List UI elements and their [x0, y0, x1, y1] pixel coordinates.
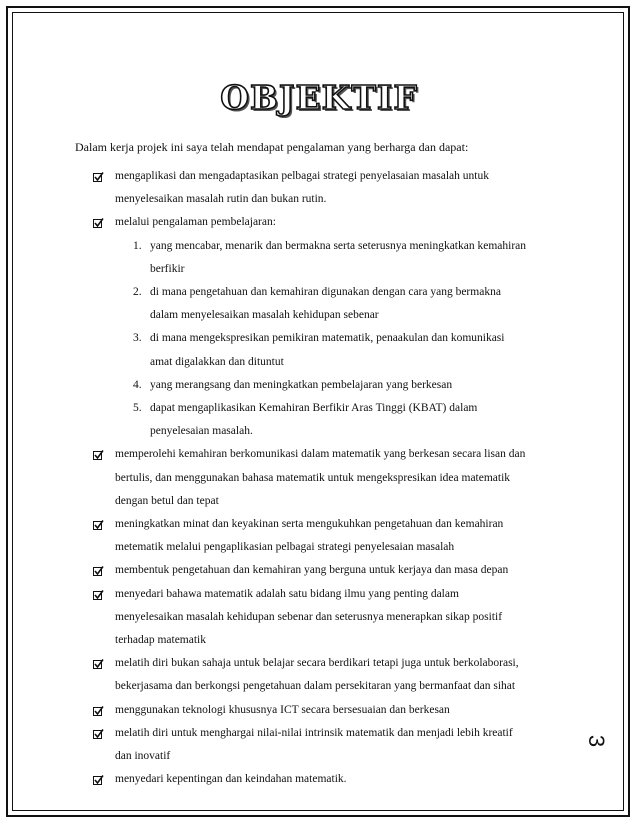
- sub-item-number: 5.: [133, 402, 142, 414]
- sub-item-line: dalam menyelesaikan masalah kehidupan sebenar: [150, 309, 379, 322]
- sub-item-line: di mana mengekspresikan pemikiran matematik, penaakulan dan komunikasi: [150, 332, 505, 345]
- objective-item-line: melatih diri bukan sahaja untuk belajar secara berdikari tetapi juga untuk berkolaborasi,: [115, 657, 519, 670]
- checkbox-checked-icon: [93, 730, 102, 739]
- page-title: OBJEKTIF: [220, 78, 418, 117]
- page-number: 3: [584, 734, 610, 748]
- checkbox-checked-icon: [93, 707, 102, 716]
- sub-item-number: 1.: [133, 239, 142, 252]
- checkbox-checked-icon: [93, 591, 102, 600]
- objective-item-line: menyedari bahawa matematik adalah satu bidang ilmu yang penting dalam: [115, 587, 459, 600]
- objective-item-line: melatih diri untuk menghargai nilai-nilai intrinsik matematik dan menjadi lebih kreatif: [115, 726, 513, 739]
- checkbox-checked-icon: [93, 521, 102, 530]
- checkbox-checked-icon: [93, 451, 102, 460]
- objective-item-line: dan inovatif: [115, 750, 171, 762]
- objective-item-line: meningkatkan minat dan keyakinan serta mengukuhkan pengetahuan dan kemahiran: [115, 518, 504, 530]
- objective-item-line: dengan betul dan tepat: [115, 494, 219, 507]
- checkbox-checked-icon: [93, 567, 102, 576]
- sub-item-line: di mana pengetahuan dan kemahiran digunakan dengan cara yang bermakna: [150, 286, 501, 298]
- objective-item-line: metematik melalui pengaplikasian pelbagai strategi penyelesaian masalah: [115, 541, 455, 554]
- objective-item-line: membentuk pengetahuan dan kemahiran yang berguna untuk kerjaya dan masa depan: [115, 564, 509, 577]
- objective-item-line: menggunakan teknologi khususnya ICT secara bersesuaian dan berkesan: [115, 703, 450, 716]
- objective-item-line: bekerjasama dan berkongsi pengetahuan dalam persekitaran yang bermanfaat dan sihat: [115, 680, 516, 693]
- objective-item-line: memperolehi kemahiran berkomunikasi dalam matematik yang berkesan secara lisan dan: [115, 448, 526, 461]
- sub-item-line: yang merangsang dan meningkatkan pembelajaran yang berkesan: [150, 378, 453, 391]
- sub-item-number: 2.: [133, 286, 142, 298]
- sub-item-line: berfikir: [150, 262, 185, 275]
- sub-item-number: 3.: [133, 332, 142, 345]
- sub-item-number: 4.: [133, 378, 142, 391]
- sub-item-line: dapat mengaplikasikan Kemahiran Berfikir Aras Tinggi (KBAT) dalam: [150, 402, 478, 414]
- checkbox-checked-icon: [93, 776, 102, 785]
- objective-item-line: terhadap matematik: [115, 634, 207, 646]
- objective-item-line: bertulis, dan menggunakan bahasa matematik untuk mengekspresikan idea matematik: [115, 471, 511, 484]
- sub-item-line: yang mencabar, menarik dan bermakna serta seterusnya meningkatkan kemahiran: [150, 239, 527, 252]
- objective-item-line: menyelesaikan masalah kehidupan sebenar dan seterusnya menerapkan sikap positif: [115, 610, 503, 623]
- objective-item-line: menyedari kepentingan dan keindahan matematik.: [115, 773, 347, 786]
- objective-item-line: mengaplikasi dan mengadaptasikan pelbagai strategi penyelasaian masalah untuk: [115, 170, 489, 182]
- checkbox-checked-icon: [93, 660, 102, 669]
- sub-item-line: amat digalakkan dan dituntut: [150, 355, 284, 368]
- checkbox-checked-icon: [93, 173, 102, 182]
- objective-item-line: melalui pengalaman pembelajaran:: [115, 216, 276, 229]
- objective-item-line: menyelesaikan masalah rutin dan bukan rutin.: [115, 193, 327, 206]
- intro-text: Dalam kerja projek ini saya telah mendapat pengalaman yang berharga dan dapat:: [75, 140, 469, 154]
- sub-item-line: penyelesaian masalah.: [150, 425, 253, 438]
- checkbox-checked-icon: [93, 219, 102, 228]
